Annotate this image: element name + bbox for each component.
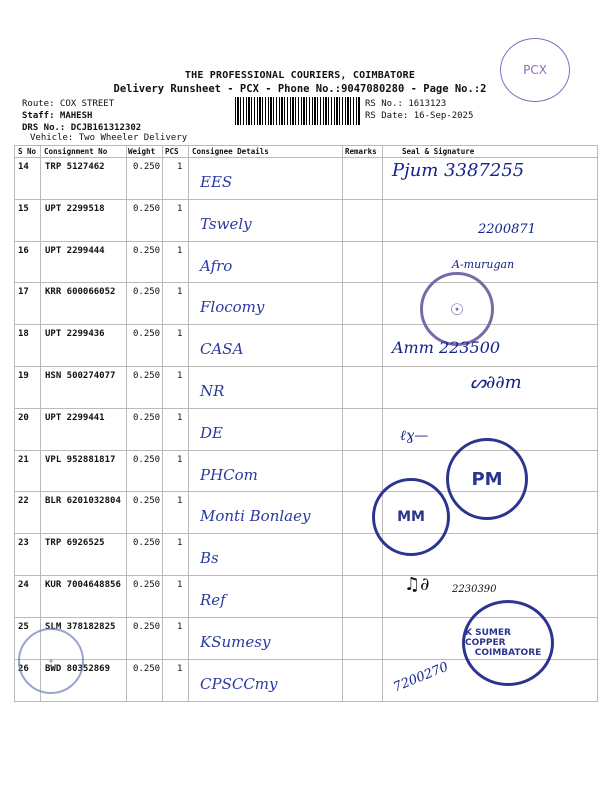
row-pcs: 1: [177, 412, 183, 423]
signature-19: ᔕ∂∂m: [470, 372, 522, 393]
row-sno: 19: [18, 371, 29, 381]
row-consignment: BLR 6201032804: [45, 496, 121, 507]
signature-16: A-murugan: [452, 258, 515, 271]
row-pcs: 1: [177, 162, 183, 172]
row-consignment: KRR 600066052: [45, 287, 116, 298]
row-sno: 20: [18, 412, 29, 423]
row-pcs: 1: [177, 454, 183, 465]
row-weight: 0.250: [133, 329, 161, 340]
drs-label: DRS No.: DCJB161312302: [22, 123, 142, 133]
row-weight: 0.250: [133, 287, 161, 298]
rs-date-label: RS Date: 16-Sep-2025: [365, 111, 474, 121]
grid-line: [14, 701, 598, 702]
row-sno: 16: [18, 245, 29, 256]
row-divider: [14, 324, 598, 325]
row-pcs: 1: [177, 245, 183, 256]
col-consignee: Consignee Details: [192, 147, 269, 156]
pm-stamp-text: PM: [471, 468, 503, 490]
pm-stamp: [446, 438, 528, 520]
row-consignee-signature: Afro: [200, 256, 233, 275]
row-divider: [14, 575, 598, 576]
row-pcs: 1: [177, 287, 183, 298]
row-sno: 17: [18, 287, 29, 298]
row-pcs: 1: [177, 371, 183, 381]
row-sno: 24: [18, 580, 29, 590]
sumer-stamp: [462, 600, 554, 686]
row-consignment: VPL 952881817: [45, 454, 116, 465]
staff-label: Staff: MAHESH: [22, 111, 93, 121]
faint-stamp-25: [18, 628, 84, 694]
row-consignment: UPT 2299436: [45, 329, 105, 340]
vehicle-label: Vehicle: Two Wheeler Delivery: [30, 133, 188, 143]
signature-18: Amm 223500: [392, 338, 501, 357]
row-weight: 0.250: [133, 454, 161, 465]
col-sno: S No: [18, 147, 37, 156]
row-sno: 15: [18, 203, 29, 214]
row-consignment: HSN 500274077: [45, 371, 116, 381]
row-consignment: UPT 2299444: [45, 245, 105, 256]
row-sno: 23: [18, 538, 29, 549]
row-divider: [14, 408, 598, 409]
row-pcs: 1: [177, 329, 183, 340]
route-info: [22, 98, 141, 134]
row-weight: 0.250: [133, 580, 161, 590]
mm-stamp-text: MM: [397, 509, 425, 525]
row-consignment: SLM 378182825: [45, 621, 116, 632]
row-consignee-signature: NR: [200, 382, 225, 400]
signature-24: 2230390: [452, 584, 497, 595]
row-sno: 21: [18, 454, 29, 465]
row-sno: 14: [18, 162, 29, 172]
stamp-17: [420, 272, 494, 346]
row-divider: [14, 199, 598, 200]
row-sno: 26: [18, 663, 29, 674]
signature-26: 7200270: [391, 659, 451, 696]
row-consignment: TRP 5127462: [45, 162, 105, 172]
stamp-17-text: ☉: [449, 299, 465, 319]
row-consignment: UPT 2299441: [45, 412, 105, 423]
row-consignee-signature: Monti Bonlaey: [200, 507, 311, 526]
row-sno: 18: [18, 329, 29, 340]
row-weight: 0.250: [133, 621, 161, 632]
row-consignee-signature: KSumesy: [200, 632, 271, 651]
row-consignee-signature: EES: [200, 173, 233, 191]
row-consignee-signature: PHCom: [200, 465, 258, 484]
row-consignee-signature: Bs: [200, 549, 219, 568]
row-consignee-signature: CPSCCmy: [200, 674, 278, 693]
signature-24-scribble: ♫∂: [404, 574, 430, 595]
row-consignment: KUR 7004648856: [45, 580, 121, 590]
row-pcs: 1: [177, 621, 183, 632]
row-pcs: 1: [177, 496, 183, 507]
sumer-stamp-name: K SUMER COPPER: [465, 628, 511, 648]
row-divider: [14, 533, 598, 534]
sumer-stamp-city: COIMBATORE: [474, 648, 542, 658]
row-weight: 0.250: [133, 162, 161, 172]
row-consignee-signature: Ref: [200, 591, 226, 609]
row-pcs: 1: [177, 663, 183, 674]
route-label: Route: COX STREET: [22, 99, 115, 109]
col-consignment: Consignment No: [44, 147, 108, 156]
barcode: [235, 97, 360, 125]
row-pcs: 1: [177, 580, 183, 590]
company-title: THE PROFESSIONAL COURIERS, COIMBATORE: [184, 70, 416, 81]
row-weight: 0.250: [133, 496, 161, 507]
row-weight: 0.250: [133, 203, 161, 214]
col-remarks: Remarks: [345, 147, 377, 156]
grid-line: [14, 157, 598, 158]
mm-stamp: [372, 478, 450, 556]
grid-line: [14, 145, 598, 146]
row-consignee-signature: CASA: [200, 340, 244, 359]
signature-20: ℓɣ—: [400, 428, 429, 444]
row-consignment: TRP 6926525: [45, 538, 105, 549]
row-consignee-signature: Flocomy: [200, 298, 265, 317]
row-consignee-signature: DE: [200, 423, 223, 442]
signature-15: 2200871: [478, 222, 536, 237]
row-pcs: 1: [177, 203, 183, 214]
row-weight: 0.250: [133, 663, 161, 674]
rs-no-label: RS No.: 1613123: [365, 99, 447, 109]
row-weight: 0.250: [133, 371, 161, 381]
faint-stamp-text: ✦: [47, 656, 55, 666]
row-sno: 22: [18, 496, 29, 507]
row-weight: 0.250: [133, 538, 161, 549]
row-consignee-signature: Tswely: [200, 214, 252, 233]
row-weight: 0.250: [133, 412, 161, 423]
row-divider: [14, 241, 598, 242]
row-consignment: UPT 2299518: [45, 203, 105, 214]
row-weight: 0.250: [133, 245, 161, 256]
row-divider: [14, 282, 598, 283]
row-divider: [14, 366, 598, 367]
col-weight: Weight: [128, 147, 156, 156]
row-sno: 25: [18, 621, 29, 632]
runsheet-title: Delivery Runsheet - PCX - Phone No.:9047080280 - Page No.:2: [113, 83, 487, 95]
signature-14: Pjum 3387255: [392, 160, 525, 181]
col-seal: Seal & Signature: [402, 147, 475, 156]
rs-info: [365, 98, 473, 122]
col-pcs: PCS: [165, 147, 179, 156]
row-consignment: BWD 80352869: [45, 663, 111, 674]
row-pcs: 1: [177, 538, 183, 549]
pcx-stamp-text: PCX: [523, 63, 547, 77]
